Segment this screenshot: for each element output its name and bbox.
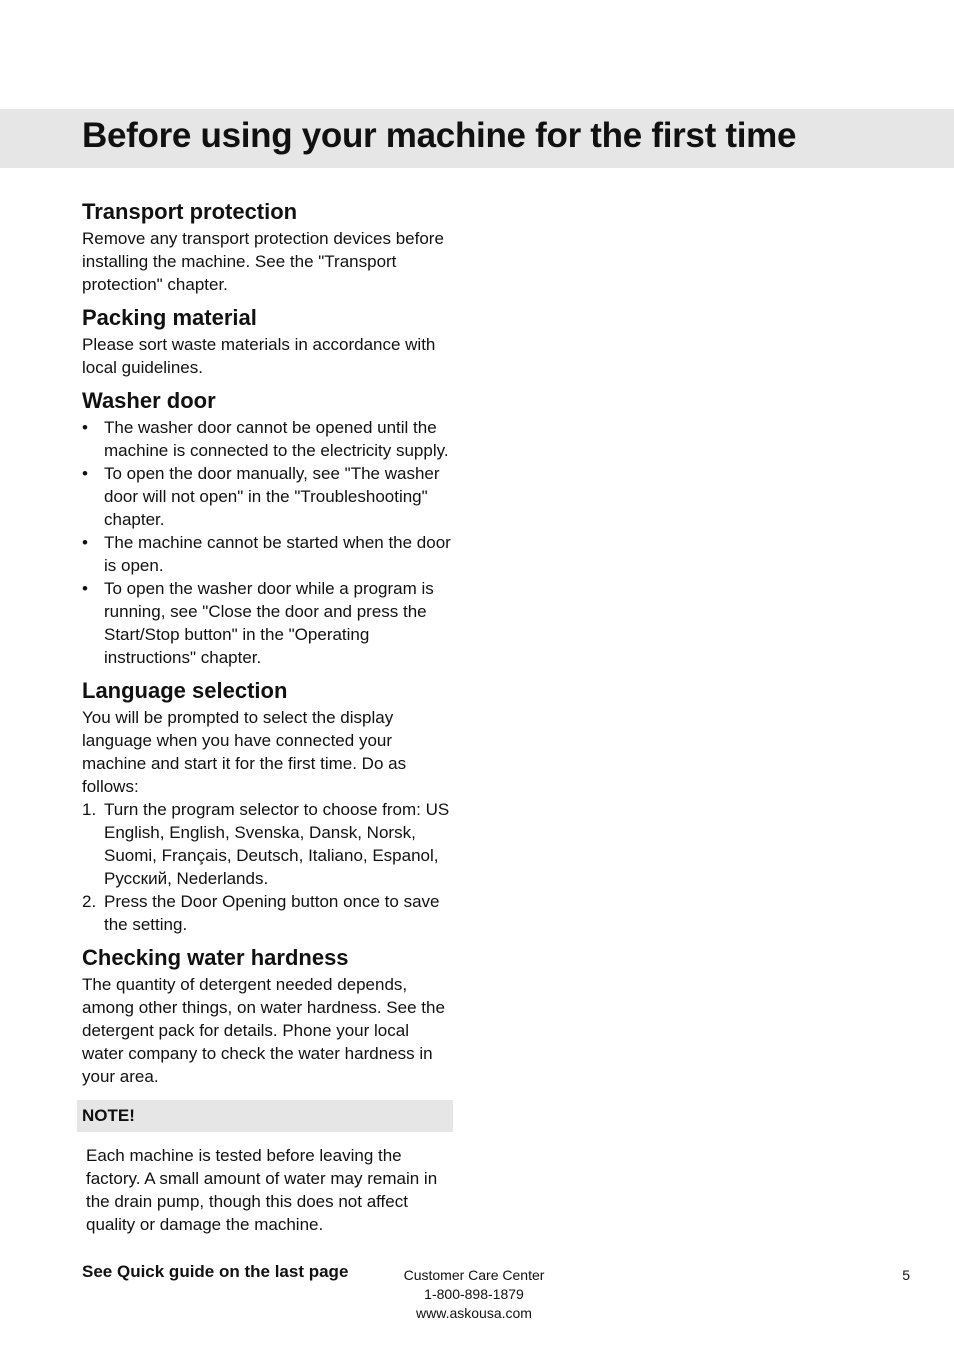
- step-number: 1.: [82, 800, 97, 819]
- note-header: [77, 1100, 453, 1132]
- list-item: [82, 462, 454, 531]
- water-hardness-text: The quantity of detergent needed depends, among other things, on water hardness. See the detergent pack for details. Phone your local water company to check the water hardness in your area.: [82, 975, 445, 1086]
- footer-contact: [374, 1266, 574, 1323]
- main-content: [82, 197, 454, 1283]
- bullet-icon: •: [82, 464, 88, 483]
- list-item: [82, 798, 454, 890]
- washer-door-heading: Washer door: [82, 388, 216, 413]
- list-item: [82, 531, 454, 577]
- language-steps-list: [82, 798, 454, 936]
- note-text: Each machine is tested before leaving the factory. A small amount of water may remain in the drain pump, though this does not affect quality or damage the machine.: [86, 1146, 438, 1234]
- water-hardness-heading: Checking water hardness: [82, 945, 349, 970]
- bullet-icon: •: [82, 533, 88, 552]
- footer-phone: 1-800-898-1879: [424, 1286, 524, 1302]
- list-item: [82, 890, 454, 936]
- language-selection-section: [82, 676, 454, 936]
- water-hardness-section: [82, 943, 454, 1088]
- packing-material-section: [82, 303, 454, 379]
- language-selection-intro: You will be prompted to select the display language when you have connected your machine and start it for the first time. Do as follows:: [82, 708, 407, 796]
- list-item: [82, 416, 454, 462]
- step-text: Turn the program selector to choose from: US English, English, Svenska, Dansk, Norsk, Suomi, Français, Deutsch, Italiano, Espanol, Русский, Nederlands.: [104, 800, 450, 888]
- washer-door-list: [82, 416, 454, 669]
- note-label: NOTE!: [82, 1106, 135, 1125]
- transport-protection-section: [82, 197, 454, 296]
- bullet-icon: •: [82, 418, 88, 437]
- packing-material-heading: Packing material: [82, 305, 257, 330]
- quick-guide-reference: See Quick guide on the last page: [82, 1262, 349, 1281]
- bullet-icon: •: [82, 579, 88, 598]
- step-number: 2.: [82, 892, 97, 911]
- list-item: [82, 577, 454, 669]
- transport-protection-text: Remove any transport protection devices before installing the machine. See the "Transport protection" chapter.: [82, 229, 444, 294]
- list-item-text: To open the washer door while a program is running, see "Close the door and press the Start/Stop button" in the "Operating instructions" chapter.: [104, 579, 434, 667]
- footer-care-center: Customer Care Center: [403, 1267, 545, 1283]
- step-text: Press the Door Opening button once to save the setting.: [104, 892, 440, 934]
- transport-protection-heading: Transport protection: [82, 199, 298, 224]
- page-title: Before using your machine for the first time: [82, 116, 797, 155]
- page-number: 5: [902, 1267, 910, 1283]
- language-selection-heading: Language selection: [82, 678, 288, 703]
- list-item-text: The washer door cannot be opened until the machine is connected to the electricity supply.: [104, 418, 449, 460]
- footer-website: www.askousa.com: [416, 1305, 532, 1321]
- washer-door-section: [82, 386, 454, 669]
- packing-material-text: Please sort waste materials in accordance with local guidelines.: [82, 335, 436, 377]
- list-item-text: The machine cannot be started when the door is open.: [104, 533, 451, 575]
- list-item-text: To open the door manually, see "The washer door will not open" in the "Troubleshooting" chapter.: [104, 464, 440, 529]
